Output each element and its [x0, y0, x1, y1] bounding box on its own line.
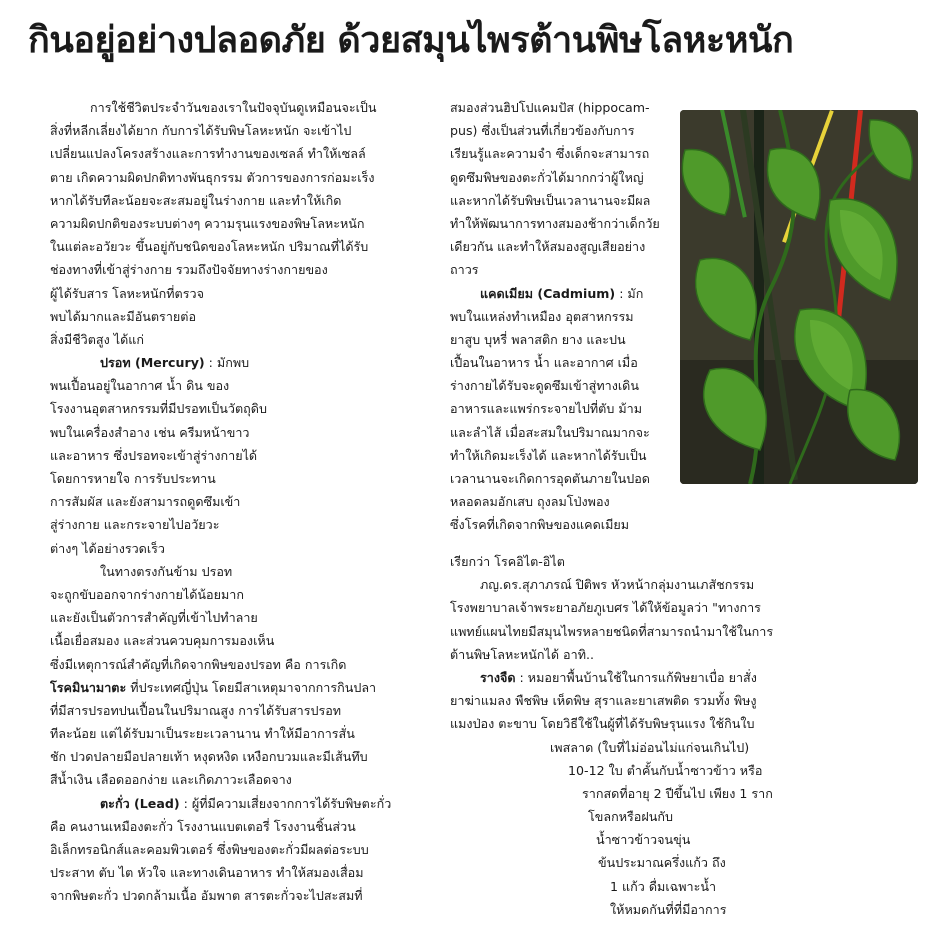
text-line: [450, 235, 675, 258]
line-text: แมงป่อง ตะขาบ โดยวิธีใช้ในผู้ที่ได้รับพิษรุนแรง ใช้กินใบ: [450, 716, 755, 732]
text-line: [50, 282, 440, 305]
text-line: [450, 596, 800, 619]
text-line: [450, 328, 675, 351]
line-text: เรียนรู้และความจำ ซึ่งเด็กจะสามารถ: [450, 146, 650, 162]
text-line: [450, 759, 800, 782]
left-text-column: [50, 96, 440, 908]
bold-term: ตะกั่ว (Lead): [100, 795, 180, 811]
line-text: และหากได้รับพิษเป็นเวลานานจะมีผล: [450, 192, 651, 208]
text-line: [450, 282, 675, 305]
line-text: สมองส่วนฮิปโปแคมปัส (hippocam-: [450, 100, 650, 115]
line-text: และยังเป็นตัวการสำคัญที่เข้าไปทำลาย: [50, 610, 258, 626]
text-line: [450, 805, 800, 828]
line-text: : มักพบ: [204, 355, 250, 371]
text-line: [450, 258, 675, 281]
line-text: ทำให้เกิดมะเร็งได้ และหากได้รับเป็น: [450, 447, 647, 463]
text-line: [450, 828, 800, 851]
line-text: ถาวร: [450, 262, 479, 278]
text-line: [450, 490, 675, 513]
right-top-text-column: [450, 96, 675, 537]
line-text: เปลี่ยนแปลงโครงสร้างและการทำงานของเซลล์ ทำให้เซลล์: [50, 146, 366, 162]
line-text: ข้นประมาณครึ่งแก้ว ถึง: [598, 855, 726, 871]
text-line: [450, 898, 800, 921]
text-line: [450, 573, 800, 596]
text-line: [50, 328, 440, 351]
line-text: ความผิดปกติของระบบต่างๆ ความรุนแรงของพิษโลหะหนัก: [50, 215, 365, 231]
text-line: [50, 351, 440, 374]
line-text: จากพิษตะกั่ว ปวดกล้ามเนื้อ อัมพาต สารตะกั่วจะไปสะสมที่: [50, 888, 363, 904]
line-text: ให้หมดกันที่ที่มีอาการ: [610, 901, 727, 917]
line-text: ต่างๆ ได้อย่างรวดเร็ว: [50, 540, 165, 556]
text-line: [50, 884, 440, 907]
line-text: สู่ร่างกาย และกระจายไปอวัยวะ: [50, 517, 220, 533]
bold-term: รางจืด: [480, 669, 516, 685]
text-line: [50, 397, 440, 420]
text-line: [450, 851, 800, 874]
line-text: pus) ซึ่งเป็นส่วนที่เกี่ยวข้องกับการ: [450, 123, 635, 139]
line-text: พนเปื้อนอยู่ในอากาศ น้ำ ดิน ของ: [50, 378, 230, 394]
text-line: [50, 212, 440, 235]
text-line: [50, 235, 440, 258]
line-text: สิ่งมีชีวิตสูง ได้แก่: [50, 331, 145, 347]
line-text: เปื้อนในอาหาร น้ำ และอากาศ เมื่อ: [450, 355, 638, 371]
bold-term: โรคมินามาตะ: [50, 679, 127, 695]
line-text: ในทางตรงกันข้าม ปรอท: [100, 563, 233, 579]
line-text: การใช้ชีวิตประจำวันของเราในปัจจุบันดูเหมือนจะเป็น: [90, 100, 377, 115]
text-line: [50, 768, 440, 791]
line-text: ผู้ได้รับสาร โลหะหนักที่ตรวจ: [50, 285, 204, 301]
text-line: [50, 722, 440, 745]
text-line: [50, 166, 440, 189]
line-text: การสัมผัส และยังสามารถดูดซึมเข้า: [50, 494, 241, 510]
line-text: โขลกหรือฝนกับ: [588, 809, 673, 825]
bold-term: แคดเมียม (Cadmium): [480, 285, 616, 301]
bold-term: ปรอท (Mercury): [100, 355, 205, 371]
text-line: [450, 620, 800, 643]
text-line: [50, 421, 440, 444]
rang-jued-plant-photo: [680, 110, 918, 484]
text-line: [50, 374, 440, 397]
line-text: ที่มีสารปรอทปนเปื้อนในปริมาณสูง การได้รับสารปรอท: [50, 702, 342, 718]
line-text: คือ คนงานเหมืองตะกั่ว โรงงานแบตเตอรี่ โรงงานชิ้นส่วน: [50, 818, 356, 834]
line-text: เนื้อเยื่อสมอง และส่วนควบคุมการมองเห็น: [50, 633, 275, 649]
line-text: ในแต่ละอวัยวะ ขึ้นอยู่กับชนิดของโลหะหนัก ปริมาณที่ได้รับ: [50, 239, 369, 255]
rang-jued-vine-icon: [680, 110, 918, 484]
text-line: [450, 444, 675, 467]
line-text: พบในเครื่องสำอาง เช่น ครีมหน้าขาว: [50, 424, 250, 440]
text-line: [50, 490, 440, 513]
text-line: [450, 550, 800, 573]
line-text: พบในแหล่งทำเหมือง อุตสาหกรรม: [450, 308, 634, 324]
line-text: : ผู้ที่มีความเสี่ยงจากการได้รับพิษตะกั่ว: [179, 795, 392, 811]
text-line: [450, 513, 675, 536]
text-line: [450, 96, 675, 119]
line-text: : หมอยาพื้นบ้านใช้ในการแก้พิษยาเบื่อ ยาสั่ง: [515, 669, 757, 685]
text-line: [450, 374, 675, 397]
line-text: โดยการหายใจ การรับประทาน: [50, 471, 216, 486]
text-line: [50, 189, 440, 212]
text-line: [50, 467, 440, 490]
text-line: [50, 583, 440, 606]
line-text: ทีละน้อย แต่ได้รับมาเป็นระยะเวลานาน ทำให้มีอาการสั่น: [50, 726, 355, 742]
line-text: อิเล็กทรอนิกส์และคอมพิวเตอร์ ซึ่งพิษของตะกั่วมีผลต่อระบบ: [50, 842, 369, 857]
line-text: ตาย เกิดความผิดปกติทางพันธุกรรม ตัวการของการก่อมะเร็ง: [50, 169, 375, 185]
line-text: ประสาท ตับ ไต หัวใจ และทางเดินอาหาร ทำให้สมองเสื่อม: [50, 865, 364, 881]
line-text: ภญ.ดร.สุภาภรณ์ ปิติพร หัวหน้ากลุ่มงานเภสัชกรรม: [480, 577, 755, 593]
line-text: สีน้ำเงิน เลือดออกง่าย และเกิดภาวะเลือดจาง: [50, 772, 292, 788]
line-text: หากได้รับทีละน้อยจะสะสมอยู่ในร่างกาย และทำให้เกิด: [50, 192, 342, 208]
text-line: [50, 444, 440, 467]
text-line: [50, 560, 440, 583]
line-text: ที่ประเทศญี่ปุ่น โดยมีสาเหตุมาจากการกินปลา: [126, 679, 377, 695]
line-text: ยาสูบ บุหรี่ พลาสติก ยาง และปน: [450, 331, 626, 347]
text-line: [50, 629, 440, 652]
line-text: อาหารและแพร่กระจายไปที่ตับ ม้าม: [450, 401, 643, 417]
line-text: ซึ่งมีเหตุการณ์สำคัญที่เกิดจากพิษของปรอท คือ การเกิด: [50, 656, 347, 672]
text-line: [50, 861, 440, 884]
line-text: หลอดลมอักเสบ ถุงลมโป่งพอง: [450, 494, 610, 510]
text-line: [450, 351, 675, 374]
text-line: [450, 467, 675, 490]
text-line: [450, 421, 675, 444]
text-line: [50, 653, 440, 676]
text-line: [450, 166, 675, 189]
text-line: [50, 838, 440, 861]
line-text: น้ำซาวข้าวจนขุ่น: [596, 832, 691, 848]
text-line: [450, 875, 800, 898]
line-text: รากสดที่อายุ 2 ปีขึ้นไป เพียง 1 ราก: [582, 785, 773, 801]
line-text: เวลานานจะเกิดการอุดตันภายในปอด: [450, 471, 650, 486]
text-line: [50, 537, 440, 560]
line-text: โรงงานอุตสาหกรรมที่มีปรอทเป็นวัตถุดิบ: [50, 401, 267, 417]
text-line: [450, 119, 675, 142]
text-line: [450, 782, 800, 805]
line-text: และลำไส้ เมื่อสะสมในปริมาณมากจะ: [450, 424, 650, 440]
text-line: [450, 712, 800, 735]
line-text: 10-12 ใบ ตำคั้นกับน้ำซาวข้าว หรือ: [568, 762, 763, 778]
line-text: ซึ่งโรคที่เกิดจากพิษของแคดเมียม: [450, 517, 630, 533]
line-text: เพสลาด (ใบที่ไม่อ่อนไม่แก่จนเกินไป): [550, 739, 750, 755]
right-bottom-text-column: [450, 550, 800, 921]
line-text: จะถูกขับออกจากร่างกายได้น้อยมาก: [50, 586, 244, 602]
text-line: [50, 258, 440, 281]
line-text: : มัก: [615, 285, 644, 301]
article-headline: กินอยู่อย่างปลอดภัย ด้วยสมุนไพรต้านพิษโลหะหนัก: [28, 20, 794, 61]
text-line: [450, 189, 675, 212]
line-text: ต้านพิษโลหะหนักได้ อาทิ..: [450, 646, 595, 662]
line-text: และอาหาร ซึ่งปรอทจะเข้าสู่ร่างกายได้: [50, 447, 258, 463]
line-text: พบได้มากและมีอันตรายต่อ: [50, 308, 197, 324]
line-text: เรียกว่า โรคอิไต-อิไต: [450, 554, 565, 569]
text-line: [50, 792, 440, 815]
text-line: [50, 513, 440, 536]
line-text: 1 แก้ว ดื่มเฉพาะน้ำ: [610, 878, 717, 894]
text-line: [50, 606, 440, 629]
line-text: ช่องทางที่เข้าสู่ร่างกาย รวมถึงปัจจัยทางร่างกายของ: [50, 262, 328, 278]
text-line: [50, 142, 440, 165]
line-text: โรงพยาบาลเจ้าพระยาอภัยภูเบศร ได้ให้ข้อมูลว่า "ทางการ: [450, 600, 761, 616]
text-line: [50, 305, 440, 328]
text-line: [50, 699, 440, 722]
text-line: [450, 142, 675, 165]
line-text: ชัก ปวดปลายมือปลายเท้า หงุดหงิด เหงือกบวมและมีเส้นทึบ: [50, 749, 368, 765]
text-line: [450, 643, 800, 666]
text-line: [450, 397, 675, 420]
text-line: [450, 212, 675, 235]
text-line: [50, 745, 440, 768]
line-text: ดูดซึมพิษของตะกั่วได้มากกว่าผู้ใหญ่: [450, 169, 644, 185]
text-line: [450, 689, 800, 712]
text-line: [50, 815, 440, 838]
text-line: [450, 305, 675, 328]
line-text: แพทย์แผนไทยมีสมุนไพรหลายชนิดที่สามารถนำมาใช้ในการ: [450, 623, 774, 639]
text-line: [450, 736, 800, 759]
text-line: [50, 119, 440, 142]
line-text: เดียวกัน และทำให้สมองสูญเสียอย่าง: [450, 239, 646, 255]
line-text: ร่างกายได้รับจะดูดซึมเข้าสู่ทางเดิน: [450, 378, 639, 394]
line-text: ทำให้พัฒนาการทางสมองช้ากว่าเด็กวัย: [450, 215, 660, 231]
text-line: [50, 96, 440, 119]
text-line: [450, 666, 800, 689]
line-text: ยาฆ่าแมลง พืชพิษ เห็ดพิษ สุราและยาเสพติด รวมทั้ง พิษงู: [450, 693, 757, 709]
text-line: [50, 676, 440, 699]
line-text: สิ่งที่หลีกเลี่ยงได้ยาก กับการได้รับพิษโลหะหนัก จะเข้าไป: [50, 123, 352, 139]
